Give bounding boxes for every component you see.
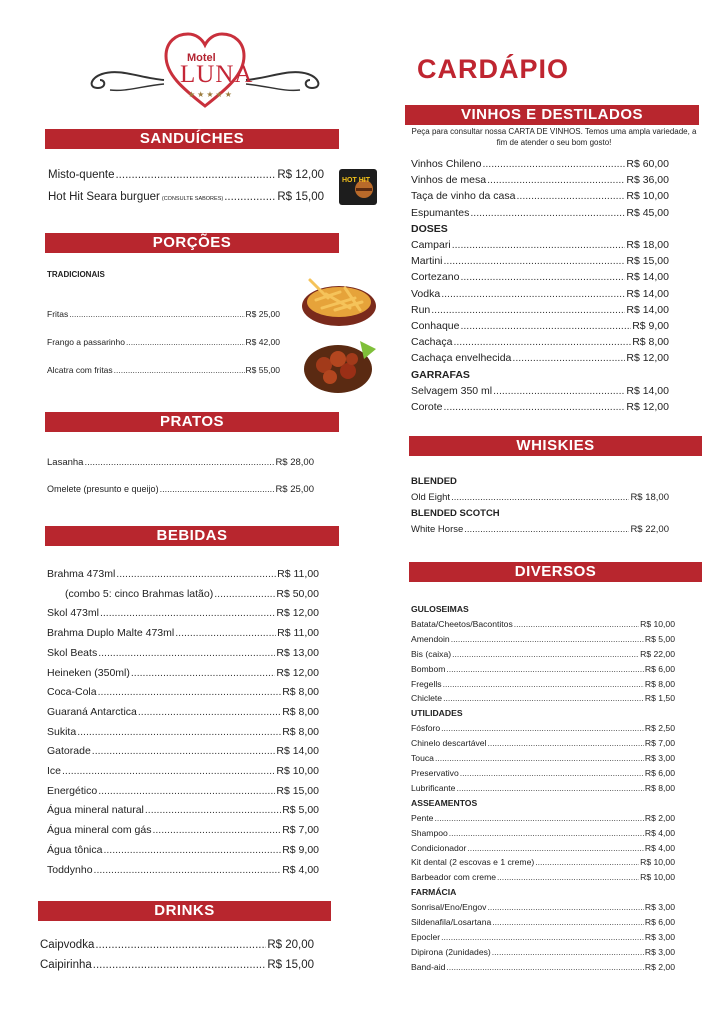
menu-item: Caipirinha ..... R$ 15,00 bbox=[40, 955, 314, 975]
menu-item: Fritas ..... R$ 25,00 bbox=[47, 300, 280, 328]
fries-image bbox=[300, 272, 378, 328]
menu-item: Lubrificante ..... R$ 8,00 bbox=[411, 781, 675, 796]
menu-item: Touca ..... R$ 3,00 bbox=[411, 751, 675, 766]
section-header-bebidas: BEBIDAS bbox=[45, 526, 339, 546]
motel-luna-logo bbox=[80, 30, 330, 110]
menu-item: Chinelo descartável ..... R$ 7,00 bbox=[411, 736, 675, 751]
menu-item: Martini ..... R$ 15,00 bbox=[411, 253, 669, 269]
menu-item: Bis (caixa) ..... R$ 22,00 bbox=[411, 647, 675, 662]
menu-item: Conhaque ..... R$ 9,00 bbox=[411, 318, 669, 334]
menu-item: Preservativo ..... R$ 6,00 bbox=[411, 766, 675, 781]
menu-item: Vodka ..... R$ 14,00 bbox=[411, 286, 669, 302]
chicken-image bbox=[302, 335, 378, 395]
menu-item: Omelete (presunto e queijo) ..... R$ 25,00 bbox=[47, 476, 314, 503]
bebidas-list bbox=[47, 565, 319, 880]
menu-item: Old Eight ..... R$ 18,00 bbox=[411, 490, 669, 506]
section-header-diversos: DIVERSOS bbox=[409, 562, 702, 582]
menu-item: Toddynho ..... R$ 4,00 bbox=[47, 861, 319, 881]
menu-item: Caipvodka ..... R$ 20,00 bbox=[40, 935, 314, 955]
menu-item: Heineken (350ml) ..... R$ 12,00 bbox=[47, 664, 319, 684]
menu-item: Sukita ..... R$ 8,00 bbox=[47, 723, 319, 743]
menu-item: Campari ..... R$ 18,00 bbox=[411, 237, 669, 253]
vinhos-list bbox=[411, 156, 669, 415]
menu-item: Chiclete ..... R$ 1,50 bbox=[411, 691, 675, 706]
page-title: CARDÁPIO bbox=[417, 54, 570, 84]
logo-motel-text: Motel bbox=[187, 52, 216, 64]
menu-item: Água mineral com gás ..... R$ 7,00 bbox=[47, 821, 319, 841]
menu-item: Pente ..... R$ 2,00 bbox=[411, 811, 675, 826]
menu-item: Shampoo ..... R$ 4,00 bbox=[411, 826, 675, 841]
section-header-pratos: PRATOS bbox=[45, 412, 339, 432]
menu-item: Condicionador ..... R$ 4,00 bbox=[411, 841, 675, 856]
menu-item: Kit dental (2 escovas e 1 creme) ..... R$ 10,00 bbox=[411, 855, 675, 870]
menu-item: Sonrisal/Eno/Engov ..... R$ 3,00 bbox=[411, 900, 675, 915]
menu-item: Run ..... R$ 14,00 bbox=[411, 302, 669, 318]
menu-item: Band-aid ..... R$ 2,00 bbox=[411, 960, 675, 975]
menu-item: Selvagem 350 ml ..... R$ 14,00 bbox=[411, 383, 669, 399]
menu-item: Guaraná Antarctica ..... R$ 8,00 bbox=[47, 703, 319, 723]
menu-item: Lasanha ..... R$ 28,00 bbox=[47, 450, 314, 476]
asseamentos-subheading: ASSEAMENTOS bbox=[411, 797, 478, 808]
menu-item: Água mineral natural ..... R$ 5,00 bbox=[47, 801, 319, 821]
menu-item: Gatorade ..... R$ 14,00 bbox=[47, 742, 319, 762]
menu-item: Taça de vinho da casa ..... R$ 10,00 bbox=[411, 188, 669, 204]
menu-item: Cortezano ..... R$ 14,00 bbox=[411, 269, 669, 285]
menu-item: Brahma Duplo Malte 473ml ..... R$ 11,00 bbox=[47, 624, 319, 644]
menu-item: Skol 473ml ..... R$ 12,00 bbox=[47, 604, 319, 624]
menu-item: Frango a passarinho ..... R$ 42,00 bbox=[47, 328, 280, 356]
guloseimas-subheading: GULOSEIMAS bbox=[411, 604, 469, 614]
section-header-sanduiches: SANDUÍCHES bbox=[45, 129, 339, 149]
menu-item: Vinhos Chileno ..... R$ 60,00 bbox=[411, 156, 669, 172]
pratos-list bbox=[47, 450, 314, 503]
menu-item: Hot Hit Seara burguer (CONSULTE SABORES) ..... R$ 15,00 bbox=[48, 186, 324, 210]
menu-item: Ice ..... R$ 10,00 bbox=[47, 762, 319, 782]
menu-item: Bombom ..... R$ 6,00 bbox=[411, 662, 675, 677]
menu-item: Coca-Cola ..... R$ 8,00 bbox=[47, 683, 319, 703]
section-header-drinks: DRINKS bbox=[38, 901, 331, 921]
drinks-list bbox=[40, 935, 314, 975]
menu-item: Energético ..... R$ 15,00 bbox=[47, 782, 319, 802]
sanduiches-list bbox=[48, 164, 324, 210]
menu-item: Sildenafila/Losartana ..... R$ 6,00 bbox=[411, 915, 675, 930]
wine-list-note: Peça para consultar nossa CARTA DE VINHOS. Temos uma ampla variedade, a fim de atender o seu bom gosto! bbox=[411, 127, 697, 147]
farmacia-subheading: FARMÁCIA bbox=[411, 887, 457, 898]
ornament-left-icon bbox=[80, 60, 166, 96]
section-header-vinhos: VINHOS E DESTILADOS bbox=[405, 105, 699, 125]
menu-item: Alcatra com fritas ..... R$ 55,00 bbox=[47, 356, 280, 384]
menu-item: Fósforo ..... R$ 2,50 bbox=[411, 721, 675, 736]
menu-item: Amendoin ..... R$ 5,00 bbox=[411, 632, 675, 647]
menu-item: Brahma 473ml ..... R$ 11,00 bbox=[47, 565, 319, 585]
menu-item: Batata/Cheetos/Bacontitos ..... R$ 10,00 bbox=[411, 617, 675, 632]
menu-item: Espumantes ..... R$ 45,00 bbox=[411, 205, 669, 221]
garrafas-subheading: GARRAFAS bbox=[411, 368, 470, 381]
menu-item: Dipirona (2unidades) ..... R$ 3,00 bbox=[411, 945, 675, 960]
porcoes-subheading: TRADICIONAIS bbox=[47, 270, 105, 279]
logo-luna-text: LUNA bbox=[180, 61, 254, 88]
utilidades-subheading: UTILIDADES bbox=[411, 708, 463, 719]
hot-hit-burger-image bbox=[338, 167, 378, 207]
ornament-right-icon bbox=[244, 60, 330, 96]
porcoes-list bbox=[47, 300, 280, 384]
menu-item: Água tônica ..... R$ 9,00 bbox=[47, 841, 319, 861]
menu-item: Cachaça envelhecida ..... R$ 12,00 bbox=[411, 350, 669, 366]
menu-item: Cachaça ..... R$ 8,00 bbox=[411, 334, 669, 350]
menu-item: (combo 5: cinco Brahmas latão) ..... R$ 50,00 bbox=[47, 585, 319, 605]
burger-package-label: HOT HIT bbox=[342, 177, 370, 184]
menu-item: Vinhos de mesa ..... R$ 36,00 bbox=[411, 172, 669, 188]
menu-item: Barbeador com creme ..... R$ 10,00 bbox=[411, 870, 675, 885]
menu-item: White Horse ..... R$ 22,00 bbox=[411, 522, 669, 538]
section-header-whiskies: WHISKIES bbox=[409, 436, 702, 456]
diversos-list bbox=[411, 602, 675, 975]
menu-item: Corote ..... R$ 12,00 bbox=[411, 399, 669, 415]
menu-item: Misto-quente ..... R$ 12,00 bbox=[48, 164, 324, 186]
whiskies-list bbox=[411, 474, 669, 538]
menu-item: Epocler ..... R$ 3,00 bbox=[411, 930, 675, 945]
logo-stars: ★★★★★ bbox=[188, 90, 234, 99]
menu-item: Skol Beats ..... R$ 13,00 bbox=[47, 644, 319, 664]
menu-item: Fregells ..... R$ 8,00 bbox=[411, 677, 675, 692]
blended-scotch-subheading: BLENDED SCOTCH bbox=[411, 508, 500, 519]
blended-subheading: BLENDED bbox=[411, 476, 457, 487]
doses-subheading: DOSES bbox=[411, 222, 448, 235]
section-header-porcoes: PORÇÕES bbox=[45, 233, 339, 253]
